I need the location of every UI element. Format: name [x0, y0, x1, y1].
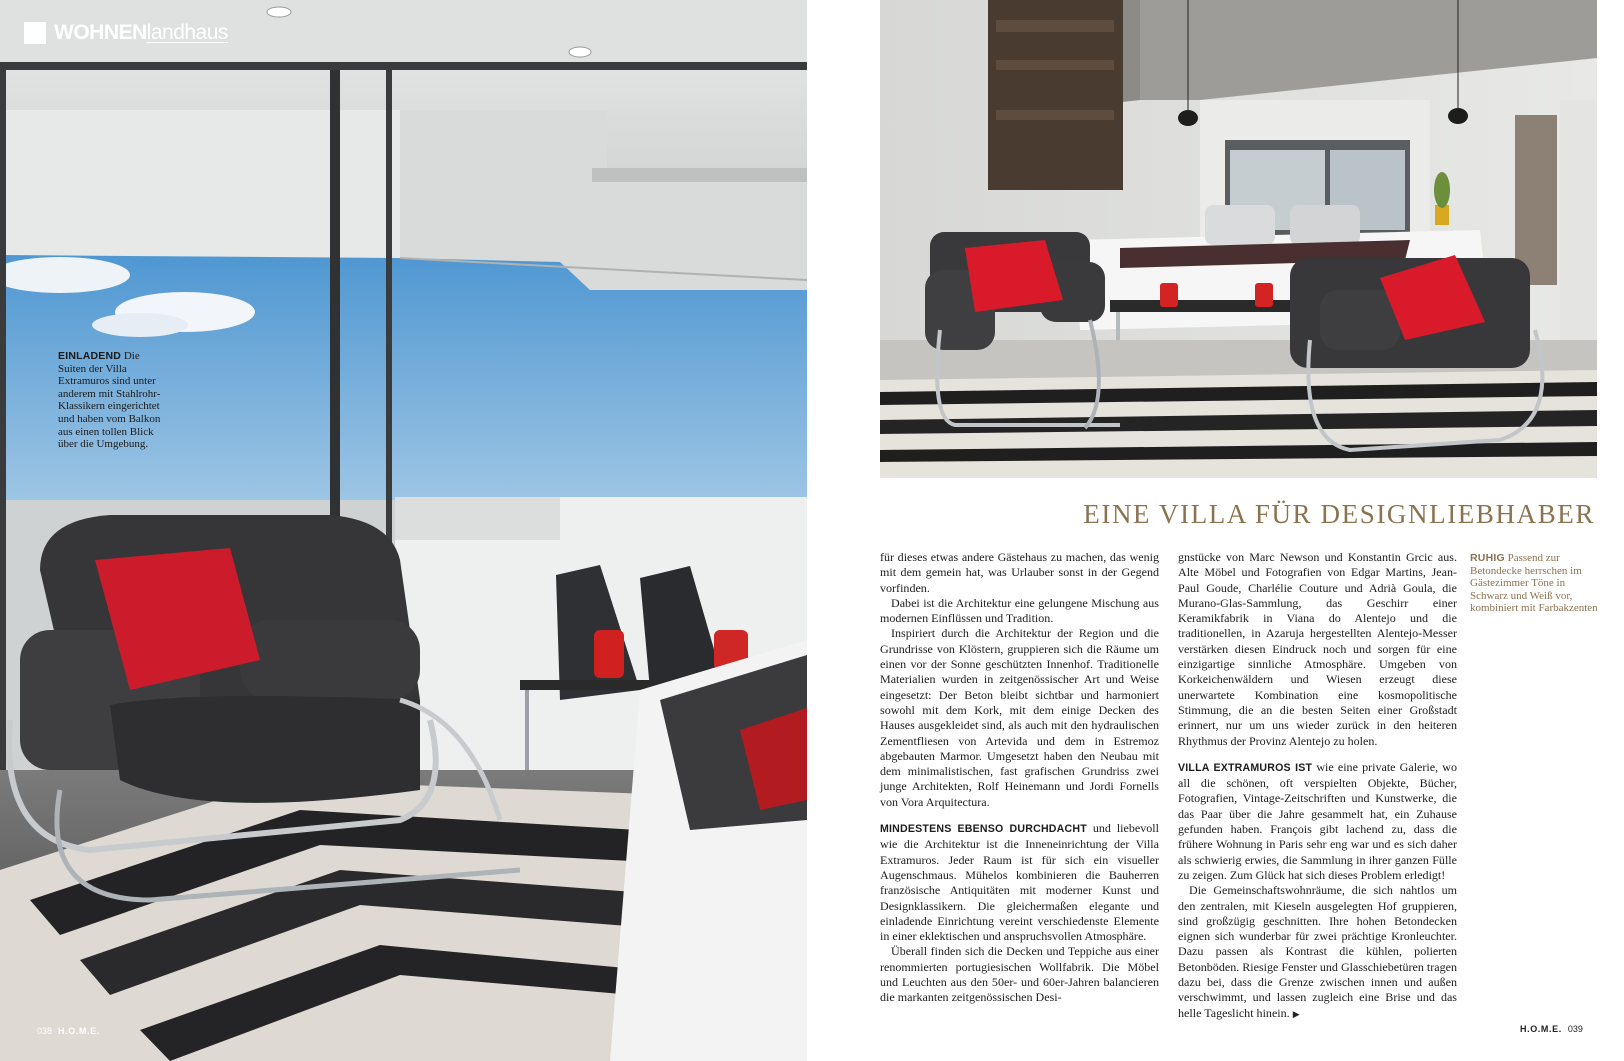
paragraph: Inspiriert durch die Architektur der Region und die Grundrisse von Klöstern, gruppieren sich die Räume um einen vor der Sonne geschützten Innenhof. Traditionelle Materialien wurden in zeitgenössischer Art und Weise eingesetzt: Der Beton bleibt sichtbar und harmoniert sowohl mit dem Kork, mit dem einige Decken des Hauses ausgekleidet sind, als auch mit den hydraulischen Zementfliesen von Artevida und dem in Estremoz abgebauten Marmor. Umgesetzt haben den Neubau mit dem minimalistischen, fast grafischen Grundriss zwei junge Architekten, Rolf Heinemann und Jordi Fornells von Vora Arquitectura.: [880, 626, 1159, 809]
section-tag: [24, 22, 228, 44]
paragraph-text: wie eine private Galerie, wo all die schönen, oft verspielten Objekte, Bücher, Fotografien, Vintage-Zeitschriften und Kunstwerke, die das Paar über die Jahre gesammelt hat, ein Zuhause gefunden haben. François gibt lachend zu, dass die frühere Wohnung in Paris sehr eng war und es sich daher als schwierig erwies, die Sammlung in ihrer ganzen Fülle zu zeigen. Zum Glück hat sich dieses Problem erledigt!: [1178, 759, 1457, 882]
caption-text: Passend zur Betondecke herrschen im Gästezimmer Töne in Schwarz und Weiß vor, kombiniert mit Farbakzenten: [1470, 552, 1598, 615]
text-column-2: [1178, 550, 1457, 1022]
magazine-brand: H.O.M.E.: [1520, 1024, 1562, 1034]
page-number: 039: [1567, 1024, 1583, 1034]
paragraph: gnstücke von Marc Newson und Konstantin Grcic aus. Alte Möbel und Fotografien von Edgar Martins, Jean-Paul Goude, Charlélie Couture und Adrià Goula, die Murano-Glas-Sammlung, das Geschirr einer Keramikfabrik in Viana do Alentejo und die traditionellen, in Azaruja hergestellten Alentejo-Messer verstärken diesen Eindruck noch und sorgen für eine einzigartige sinnliche Atmosphäre. Umgeben von Korkeichenwäldern und Wiesen erzeugt diese unerwartete Kombination eine kosmopolitische Stimmung, die an die besten Seiten einer Großstadt erinnert, nur um uns wieder zurück in den heiteren Rhythmus der Provinz Alentejo zu holen.: [1178, 550, 1457, 748]
left-page: [0, 0, 807, 1061]
paragraph-with-runin: [1178, 760, 1457, 883]
photo-caption-left: [58, 350, 170, 451]
caption-text: Die Suiten der Villa Extramuros sind unter anderem mit Stahlrohr-Klassikern eingerichtet und haben vom Balkon aus einen tollen Blick über die Umgebung.: [58, 350, 161, 451]
runin-heading: VILLA EXTRAMUROS IST: [1178, 761, 1313, 774]
paragraph: Dabei ist die Architektur eine gelungene Mischung aus modernen Einflüssen und Tradition.: [880, 595, 1159, 626]
article-headline: EINE VILLA FÜR DESIGNLIEBHABER: [1083, 499, 1595, 529]
text-column-1: [880, 550, 1159, 1006]
section-tag-light: landhaus: [146, 21, 228, 44]
magazine-brand: H.O.M.E.: [58, 1026, 100, 1036]
caption-label: RUHIG: [1470, 552, 1505, 564]
page-folio-left: [37, 1026, 100, 1036]
end-arrow-icon: ▶: [1292, 1008, 1300, 1019]
right-page: [807, 0, 1624, 1061]
paragraph-with-runin: [880, 821, 1159, 944]
runin-heading: MINDESTENS EBENSO DURCHDACHT: [880, 823, 1087, 836]
guest-room-photo: [880, 0, 1597, 478]
paragraph: für dieses etwas andere Gästehaus zu machen, das wenig mit dem gemein hat, was Urlauber sonst in der Gegend vorfinden.: [880, 550, 1159, 595]
caption-label: EINLADEND: [58, 350, 122, 362]
photo-caption-right: [1470, 552, 1600, 615]
paragraph-text: Die Gemeinschaftswohnräume, die sich nahtlos um den zentralen, mit Kieseln ausgelegten Hof gruppieren, sind großzügig geschnitten. Ihre hohen Betondecken eignen sich wunderbar für zwei prächtige Kronleuchter. Dazu passen als Kontrast die kühlen, polierten Betonböden. Riesige Fenster und Glasschiebetüren tragen dazu bei, dass die Grenze zwischen innen und außen verschwimmt, und lassen zugleich eine Brise und das helle Tageslicht hinein.: [1178, 883, 1458, 1020]
balcony-suite-photo: [0, 0, 807, 1061]
page-number: 038: [37, 1026, 53, 1036]
section-tag-square: [24, 22, 46, 44]
section-tag-bold: WOHNEN: [54, 21, 147, 44]
paragraph-text: und liebevoll wie die Architektur ist die Inneneinrichtung der Villa Extramuros. Jeder Raum ist für sich ein visueller Augenschmaus. Mühelos kombinieren die Bauherren französische Antiquitäten mit moderner Kunst und Designklassikern. Die gleichermaßen elegante und einladende Einrichtung vereint verschiedenste Elemente in einer eklektischen und anspruchsvollen Atmosphäre.: [880, 821, 1159, 944]
paragraph: [1178, 883, 1457, 1022]
paragraph: Überall finden sich die Decken und Teppiche aus einer renommierten portugiesischen Wollfabrik. Die Möbel und Leuchten aus den 50er- und 60er-Jahren balancieren die markanten zeitgenössischen Desi-: [880, 944, 1159, 1005]
page-folio-right: [1520, 1024, 1583, 1034]
